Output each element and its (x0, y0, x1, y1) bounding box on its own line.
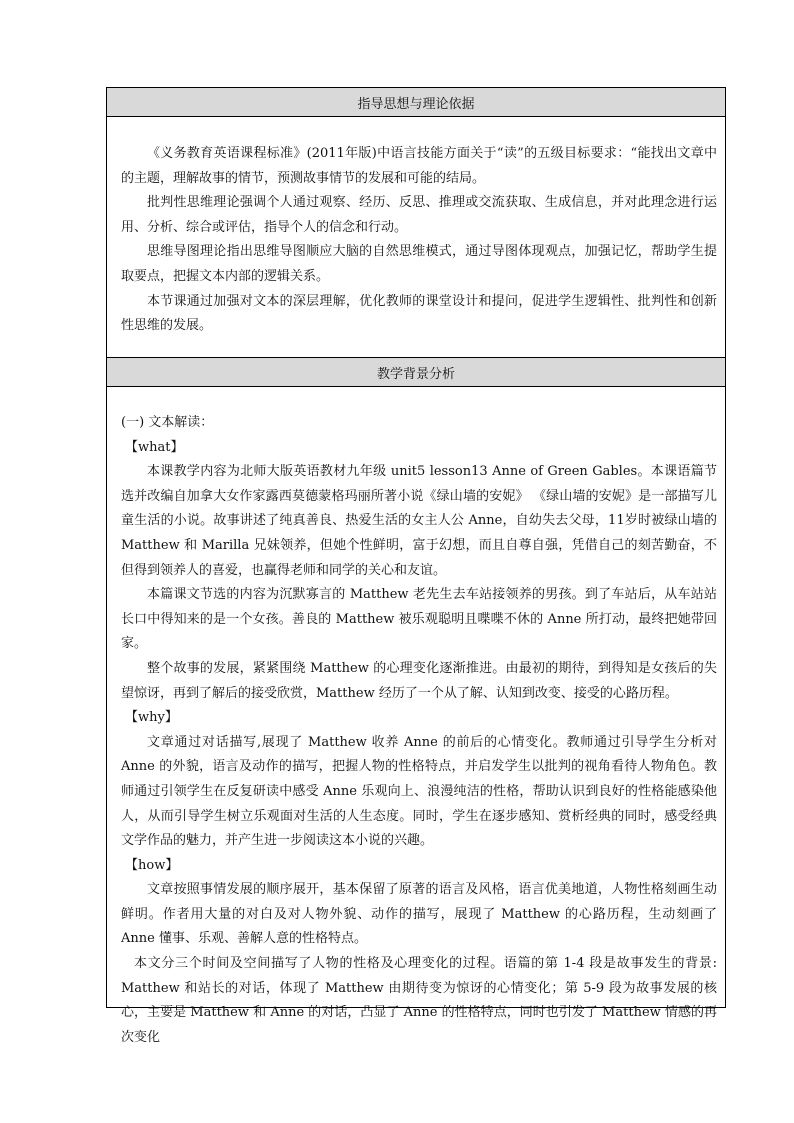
paragraph: 本节课通过加强对文本的深层理解，优化教师的课堂设计和提问，促进学生逻辑性、批判性和创新性思维的发展。 (121, 293, 717, 334)
paragraph: 批判性思维理论强调个人通过观察、经历、反思、推理或交流获取、生成信息，并对此理念进行运用、分析、综合或评估，指导个人的信念和行动。 (121, 195, 717, 235)
tag-why: 【why】 (125, 710, 178, 726)
paragraph: 本篇课文节选的内容为沉默寡言的 Matthew 老先生去车站接领养的男孩。到了车站后，从车站站长口中得知来的是一个女孩。善良的 Matthew 被乐观聪明且喋喋不休的 Anne 所打动，最终把她带回家。 (121, 587, 717, 652)
paragraph: 文章通过对话描写,展现了 Matthew 收养 Anne 的前后的心情变化。教师通过引导学生分析对 Anne 的外貌，语言及动作的描写，把握人物的性格特点，并启发学生以批判的视角看待人物角色。教师通过引领学生在反复研读中感受 Anne 乐观向上、浪漫纯洁的性格，帮助认识到良好的性格能感染他人，从而引导学生树立乐观面对生活的人生态度。同时，学生在逐步感知、赏析经典的同时，感受经典文学作品的魅力，并产生进一步阅读这本小说的兴趣。 (121, 734, 717, 849)
section-body-background (121, 411, 717, 1050)
paragraph: 本课教学内容为北师大版英语教材九年级 unit5 lesson13 Anne of Green Gables。本课语篇节选并改编自加拿大女作家露西莫德蒙格玛丽所著小说《绿山墙的安妮》 《绿山墙的安妮》是一部描写儿童生活的小说。故事讲述了纯真善良、热爱生活的女主人公 Anne，自幼失去父母，11岁时被绿山墙的 Matthew 和 Marilla 兄妹领养，但她个性鲜明，富于幻想，而且自尊自强，凭借自己的刻苦勤奋，不但得到领养人的喜爱，也赢得老师和同学的关心和友谊。 (121, 464, 717, 578)
paragraph: 整个故事的发展，紧紧围绕 Matthew 的心理变化逐渐推进。由最初的期待，到得知是女孩后的失望惊讶，再到了解后的接受欣赏，Matthew 经历了一个从了解、认知到改变、接受的心路历程。 (121, 660, 717, 701)
paragraph: 文章按照事情发展的顺序展开，基本保留了原著的语言及风格，语言优美地道，人物性格刻画生动鲜明。作者用大量的对白及对人物外貌、动作的描写，展现了 Matthew 的心路历程，生动刻画了 Anne 懂事、乐观、善解人意的性格特点。 (121, 882, 717, 947)
paragraph: 思维导图理论指出思维导图顺应大脑的自然思维模式，通过导图体现观点，加强记忆，帮助学生提取要点，把握文本内部的逻辑关系。 (121, 244, 717, 284)
section-title: 指导思想与理论依据 (357, 96, 475, 112)
paragraph: 《义务教育英语课程标准》(2011年版)中语言技能方面关于“读”的五级目标要求：“能找出文章中的主题，理解故事的情节，预测故事情节的发展和可能的结局。 (121, 146, 717, 186)
section-title: 教学背景分析 (376, 366, 455, 382)
content-table (106, 87, 726, 1045)
section-body-guiding-thought (121, 142, 717, 339)
paragraph: 本文分三个时间及空间描写了人物的性格及心理变化的过程。语篇的第 1-4 段是故事发生的背景: Matthew 和站长的对话，体现了 Matthew 由期待变为惊讶的心情变化；第 5-9 段为故事发展的核心，主要是 Matthew 和 Anne 的对话，凸显了 Anne 的性格特点，同时也引发了 Matthew 情感的再次变化 (121, 956, 717, 1045)
section-header-background (107, 358, 725, 387)
section-header-guiding-thought (107, 88, 725, 117)
subheading: (一) 文本解读： (121, 415, 214, 430)
tag-how: 【how】 (125, 857, 179, 873)
tag-what: 【what】 (125, 439, 184, 455)
